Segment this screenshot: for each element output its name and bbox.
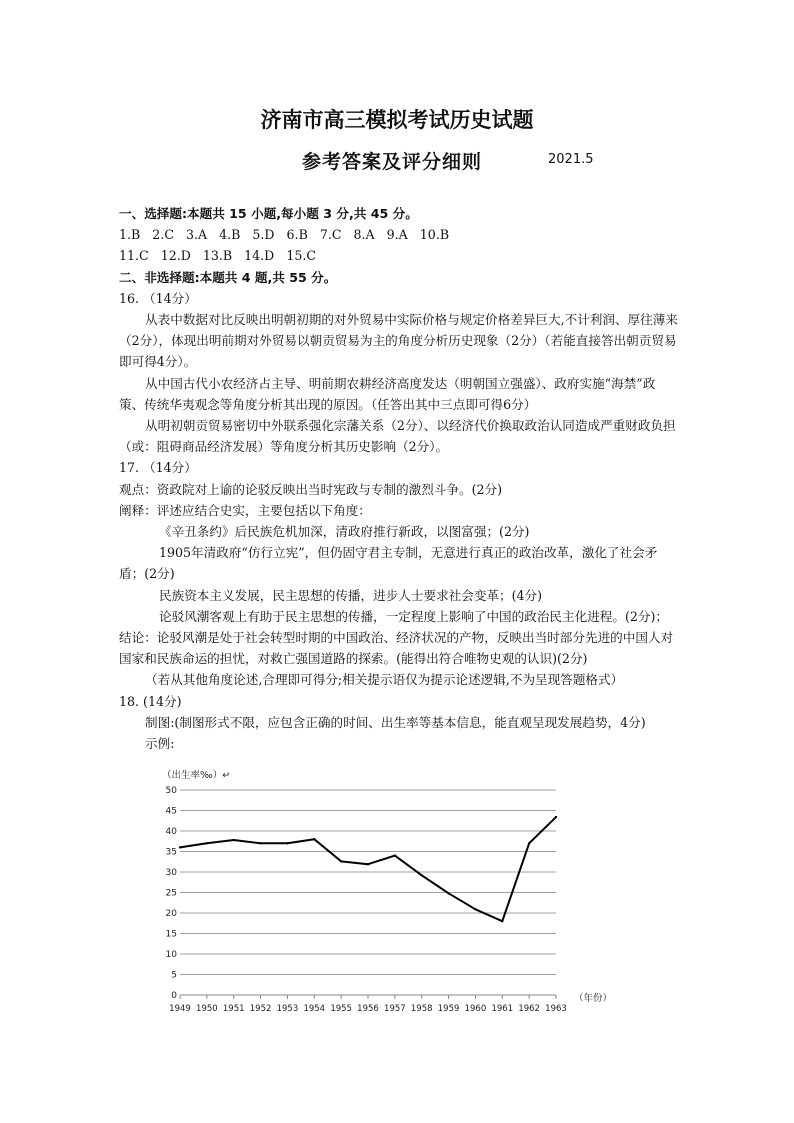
q17-note: （若从其他角度论述,合理即可得分;相关提示语仅为提示论述逻辑,不为呈现答题格式） xyxy=(145,672,624,688)
y-tick-label: 50 xyxy=(165,786,177,796)
section1-heading: 一、选择题:本题共 15 小题,每小题 3 分,共 45 分。 xyxy=(119,206,418,221)
data-point xyxy=(394,854,396,856)
answer-item: 6.B xyxy=(286,227,308,243)
x-tick-label: 1963 xyxy=(545,1004,567,1014)
x-tick-label: 1957 xyxy=(384,1004,406,1014)
q16-label: 16. （14分） xyxy=(119,290,197,306)
page-subtitle: 参考答案及评分细则 xyxy=(302,151,483,173)
answer-item: 1.B xyxy=(119,227,141,243)
q18-example-label: 示例: xyxy=(145,736,175,752)
x-tick-label: 1950 xyxy=(196,1004,218,1014)
x-tick-label: 1954 xyxy=(303,1004,326,1014)
data-point xyxy=(233,839,235,841)
answer-item: 14.D xyxy=(244,248,275,264)
x-tick-label: 1953 xyxy=(276,1004,299,1014)
data-point xyxy=(286,842,288,844)
data-point xyxy=(555,816,557,818)
q16-paragraph-3: 从明初朝贡贸易密切中外联系强化宗藩关系（2分）、以经济代价换取政治认同造成严重财政负担（或：阻碍商品经济发展）等角度分析其历史影响（2分）。 xyxy=(119,418,676,455)
answer-content xyxy=(119,203,679,754)
x-axis-label: （年份） xyxy=(574,993,613,1004)
q17-point-1: 《辛丑条约》后民族危机加深，清政府推行新政，以图富强；(2分) xyxy=(159,524,530,540)
y-axis-label: （出生率‰）↵ xyxy=(162,770,231,781)
q17-point-2: 1905年清政府“仿行立宪”，但仍固守君主专制，无意进行真正的政治改革，激化了社会矛盾；(2分) xyxy=(119,545,658,582)
x-tick-label: 1951 xyxy=(222,1004,245,1014)
q17-point-3: 民族资本主义发展，民主思想的传播，进步人士要求社会变革；(4分) xyxy=(159,587,543,603)
y-tick-label: 35 xyxy=(165,847,177,858)
x-tick-label: 1956 xyxy=(357,1004,379,1014)
data-point xyxy=(528,842,530,844)
x-tick-label: 1960 xyxy=(464,1004,487,1014)
data-point xyxy=(179,846,181,848)
y-tick-label: 5 xyxy=(171,970,177,981)
answer-item: 7.C xyxy=(319,227,342,243)
page-title: 济南市高三模拟考试历史试题 xyxy=(260,108,534,132)
answer-item: 11.C xyxy=(119,248,149,264)
data-point xyxy=(340,860,342,862)
answer-item: 4.B xyxy=(219,227,241,243)
x-tick-label: 1958 xyxy=(410,1004,433,1014)
data-point xyxy=(474,908,476,910)
y-tick-label: 20 xyxy=(165,909,177,919)
q18-label: 18. (14分) xyxy=(119,693,182,709)
q18-draw-instruction: 制图:(制图形式不限，应包含正确的时间、出生率等基本信息，能直观呈现发展趋势，4分) xyxy=(145,714,646,730)
answer-item: 10.B xyxy=(419,227,450,243)
y-tick-label: 15 xyxy=(165,929,177,940)
x-tick-label: 1955 xyxy=(330,1004,352,1014)
answer-item: 3.A xyxy=(185,227,208,243)
birth-rate-chart xyxy=(160,768,620,1030)
answer-item: 12.D xyxy=(160,248,191,264)
y-tick-label: 45 xyxy=(165,806,177,817)
q16-paragraph-1: 从表中数据对比反映出明朝初期的对外贸易中实际价格与规定价格差异巨大,不计利润、厚往薄来（2分），体现出明前期对外贸易以朝贡贸易为主的角度分析历史现象（2分）（若能直接答出朝贡贸易即可得4分）。 xyxy=(119,312,678,370)
exam-date: 2021.5 xyxy=(548,152,594,167)
q17-explain: 阐释：评述应结合史实，主要包括以下角度： xyxy=(119,502,371,518)
data-point xyxy=(259,842,261,844)
birth-rate-line-chart xyxy=(160,768,620,1030)
y-tick-label: 40 xyxy=(165,827,177,837)
y-tick-label: 30 xyxy=(165,868,177,878)
y-tick-label: 0 xyxy=(171,991,177,1001)
x-tick-label: 1952 xyxy=(249,1004,272,1014)
q17-label: 17. （14分） xyxy=(119,460,197,476)
data-point xyxy=(367,863,369,865)
answer-item: 13.B xyxy=(202,248,233,264)
q17-conclusion: 结论：论驳风潮是处于社会转型时期的中国政治、经济状况的产物，反映出当时部分先进的中国人对国家和民族命运的担忧，对救亡强国道路的探索。(能得出符合唯物史观的认识)(2分) xyxy=(119,630,674,667)
x-tick-label: 1959 xyxy=(437,1004,460,1014)
x-tick-label: 1962 xyxy=(518,1004,540,1014)
birth-rate-series-line xyxy=(180,817,556,921)
answer-item: 2.C xyxy=(152,227,174,243)
y-tick-label: 10 xyxy=(165,950,177,960)
answer-item: 5.D xyxy=(252,227,275,243)
answer-item: 8.A xyxy=(353,227,375,243)
q17-viewpoint: 观点：资政院对上谕的论驳反映出当时宪政与专制的激烈斗争。(2分) xyxy=(119,481,503,497)
data-point xyxy=(447,892,449,894)
q16-paragraph-2: 从中国古代小农经济占主导、明前期农耕经济高度发达（明朝国立强盛）、政府实施“海禁”政策、传统华夷观念等角度分析其出现的原因。（任答出其中三点即可得6分） xyxy=(119,375,656,412)
data-point xyxy=(421,874,423,876)
answer-item: 15.C xyxy=(286,248,316,264)
answers-row-2 xyxy=(119,245,679,266)
data-point xyxy=(206,842,208,844)
y-tick-label: 25 xyxy=(165,888,177,899)
x-tick-label: 1949 xyxy=(169,1004,191,1014)
answer-item: 9.A xyxy=(386,227,408,243)
x-tick-label: 1961 xyxy=(491,1004,514,1014)
answers-row-1 xyxy=(119,224,679,245)
section2-heading: 二、非选择题:本题共 4 题,共 55 分。 xyxy=(119,269,337,285)
q17-point-4: 论驳风潮客观上有助于民主思想的传播，一定程度上影响了中国的政治民主化进程。(2分)； xyxy=(159,608,668,624)
data-point xyxy=(313,838,315,840)
data-point xyxy=(501,920,503,922)
